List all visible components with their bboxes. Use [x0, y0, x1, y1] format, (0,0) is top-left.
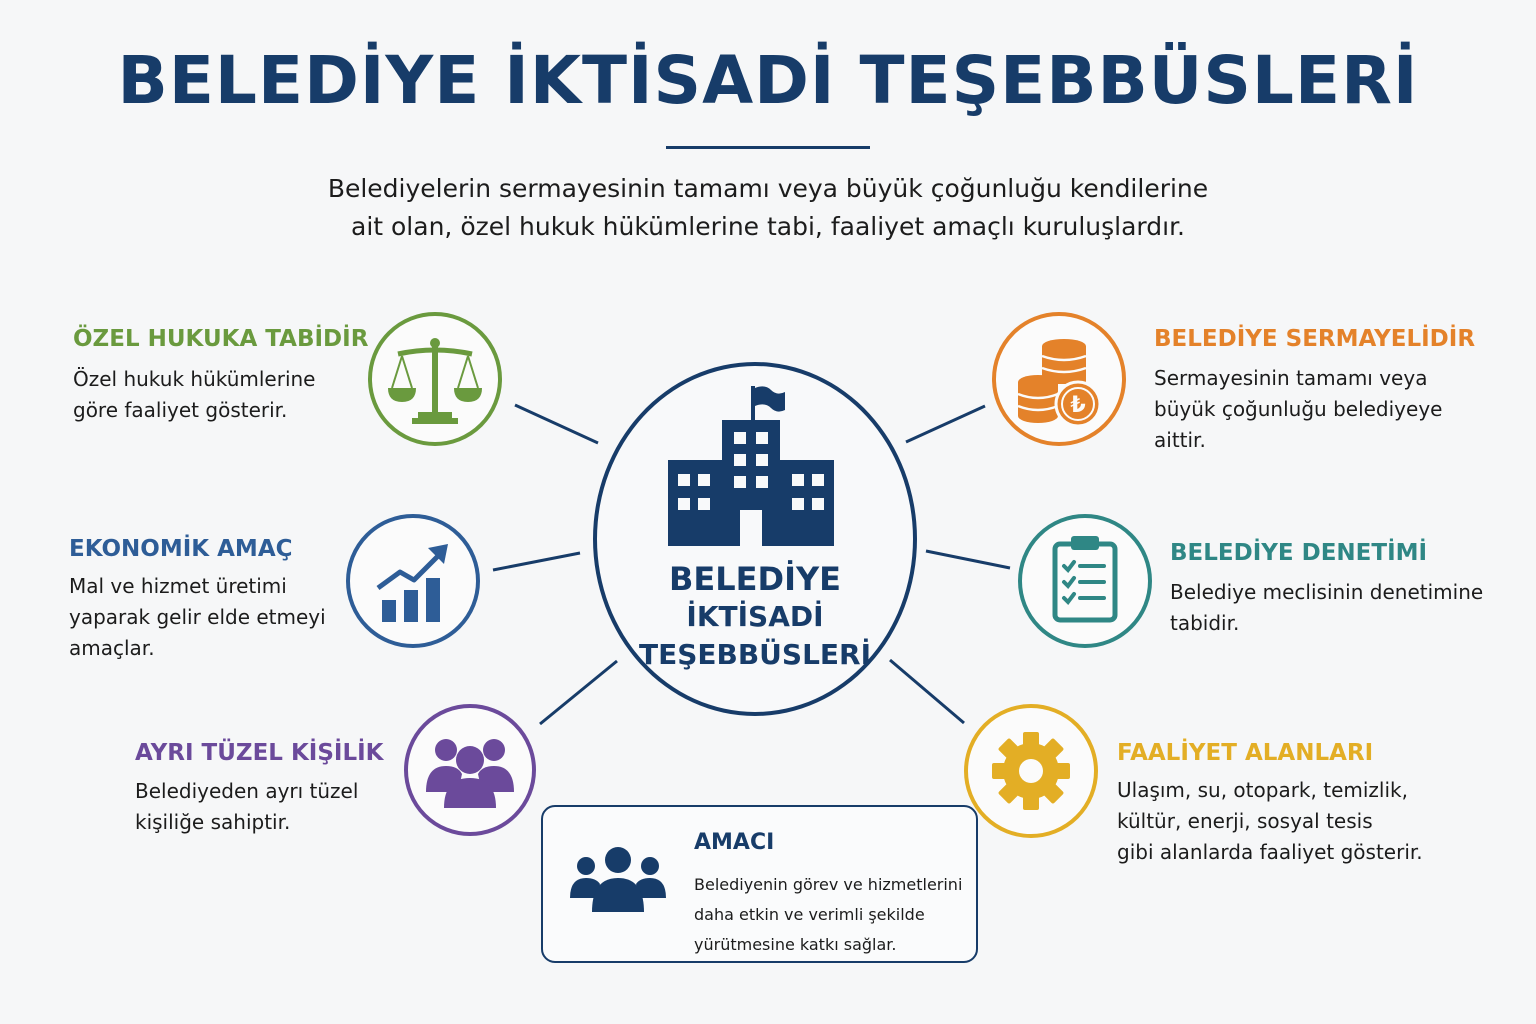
svg-text:₺: ₺ — [1070, 393, 1086, 418]
faaliyet-title: FAALİYET ALANLARI — [1117, 740, 1374, 766]
denetim-title: BELEDİYE DENETİMİ — [1170, 540, 1428, 566]
connector-sermaye — [906, 406, 985, 442]
ozel-hukuk-desc — [73, 364, 316, 426]
hub-label — [593, 560, 917, 674]
amac-desc-line: daha etkin ve verimli şekilde — [694, 905, 925, 924]
ekonomik-desc-line: yaparak gelir elde etmeyi — [69, 605, 326, 629]
faaliyet-circle — [964, 704, 1098, 838]
sermaye-title: BELEDİYE SERMAYELİDİR — [1154, 326, 1476, 352]
ozel-hukuk-title: ÖZEL HUKUKA TABİDİR — [73, 326, 369, 352]
tuzel-desc-line: kişiliğe sahiptir. — [135, 810, 291, 834]
ekonomik-circle — [346, 514, 480, 648]
tuzel-circle — [404, 704, 536, 836]
faaliyet-desc-line: Ulaşım, su, otopark, temizlik, — [1117, 778, 1408, 802]
amac-desc-line: yürütmesine katkı sağlar. — [694, 935, 897, 954]
connector-ozel-hukuk — [515, 405, 598, 443]
denetim-desc-line: tabidir. — [1170, 611, 1240, 635]
definition-line-2: ait olan, özel hukuk hükümlerine tabi, faaliyet amaçlı kuruluşlardır. — [351, 212, 1185, 241]
ekonomik-title: EKONOMİK AMAÇ — [69, 536, 293, 562]
hub-label-line-1: BELEDİYE — [669, 560, 841, 598]
sermaye-desc-line: Sermayesinin tamamı veya — [1154, 366, 1428, 390]
hub-label-line-3: TEŞEBBÜSLERİ — [638, 638, 872, 671]
hub-label-line-2: İKTİSADİ — [686, 600, 824, 633]
lira-coins-icon — [996, 316, 1122, 442]
tuzel-desc — [135, 776, 358, 838]
faaliyet-desc-line: kültür, enerji, sosyal tesis — [1117, 809, 1373, 833]
people-group-icon — [408, 708, 532, 832]
sermaye-desc-line: aittir. — [1154, 428, 1206, 452]
sermaye-desc — [1154, 363, 1442, 456]
denetim-desc-line: Belediye meclisinin denetimine — [1170, 580, 1484, 604]
definition-line-1: Belediyelerin sermayesinin tamamı veya büyük çoğunluğu kendilerine — [327, 174, 1209, 203]
faaliyet-desc — [1117, 775, 1423, 868]
ozel-hukuk-circle — [368, 312, 502, 446]
denetim-desc — [1170, 577, 1483, 639]
scales-icon — [372, 316, 498, 442]
tuzel-desc-line: Belediyeden ayrı tüzel — [135, 779, 359, 803]
gear-icon — [968, 708, 1094, 834]
faaliyet-desc-line: gibi alanlarda faaliyet gösterir. — [1117, 840, 1423, 864]
ozel-hukuk-desc-line: Özel hukuk hükümlerine — [73, 367, 316, 391]
sermaye-desc-line: büyük çoğunluğu belediyeye — [1154, 397, 1443, 421]
ekonomik-desc-line: amaçlar. — [69, 636, 155, 660]
denetim-circle — [1018, 514, 1152, 648]
connector-denetim — [926, 551, 1010, 568]
people-group-icon — [566, 842, 670, 916]
municipal-building-icon — [664, 384, 838, 546]
checklist-clipboard-icon — [1022, 518, 1148, 644]
ekonomik-desc — [69, 571, 326, 664]
growth-chart-icon — [350, 518, 476, 644]
tuzel-title: AYRI TÜZEL KİŞİLİK — [135, 740, 384, 766]
ekonomik-desc-line: Mal ve hizmet üretimi — [69, 574, 287, 598]
ozel-hukuk-desc-line: göre faaliyet gösterir. — [73, 398, 288, 422]
amac-desc — [694, 870, 962, 960]
amac-title: AMACI — [694, 830, 775, 855]
sermaye-circle — [992, 312, 1126, 446]
connector-ekonomik — [493, 553, 580, 570]
page-title: BELEDİYE İKTİSADİ TEŞEBBÜSLERİ — [117, 42, 1419, 119]
amac-desc-line: Belediyenin görev ve hizmetlerini — [694, 875, 963, 894]
